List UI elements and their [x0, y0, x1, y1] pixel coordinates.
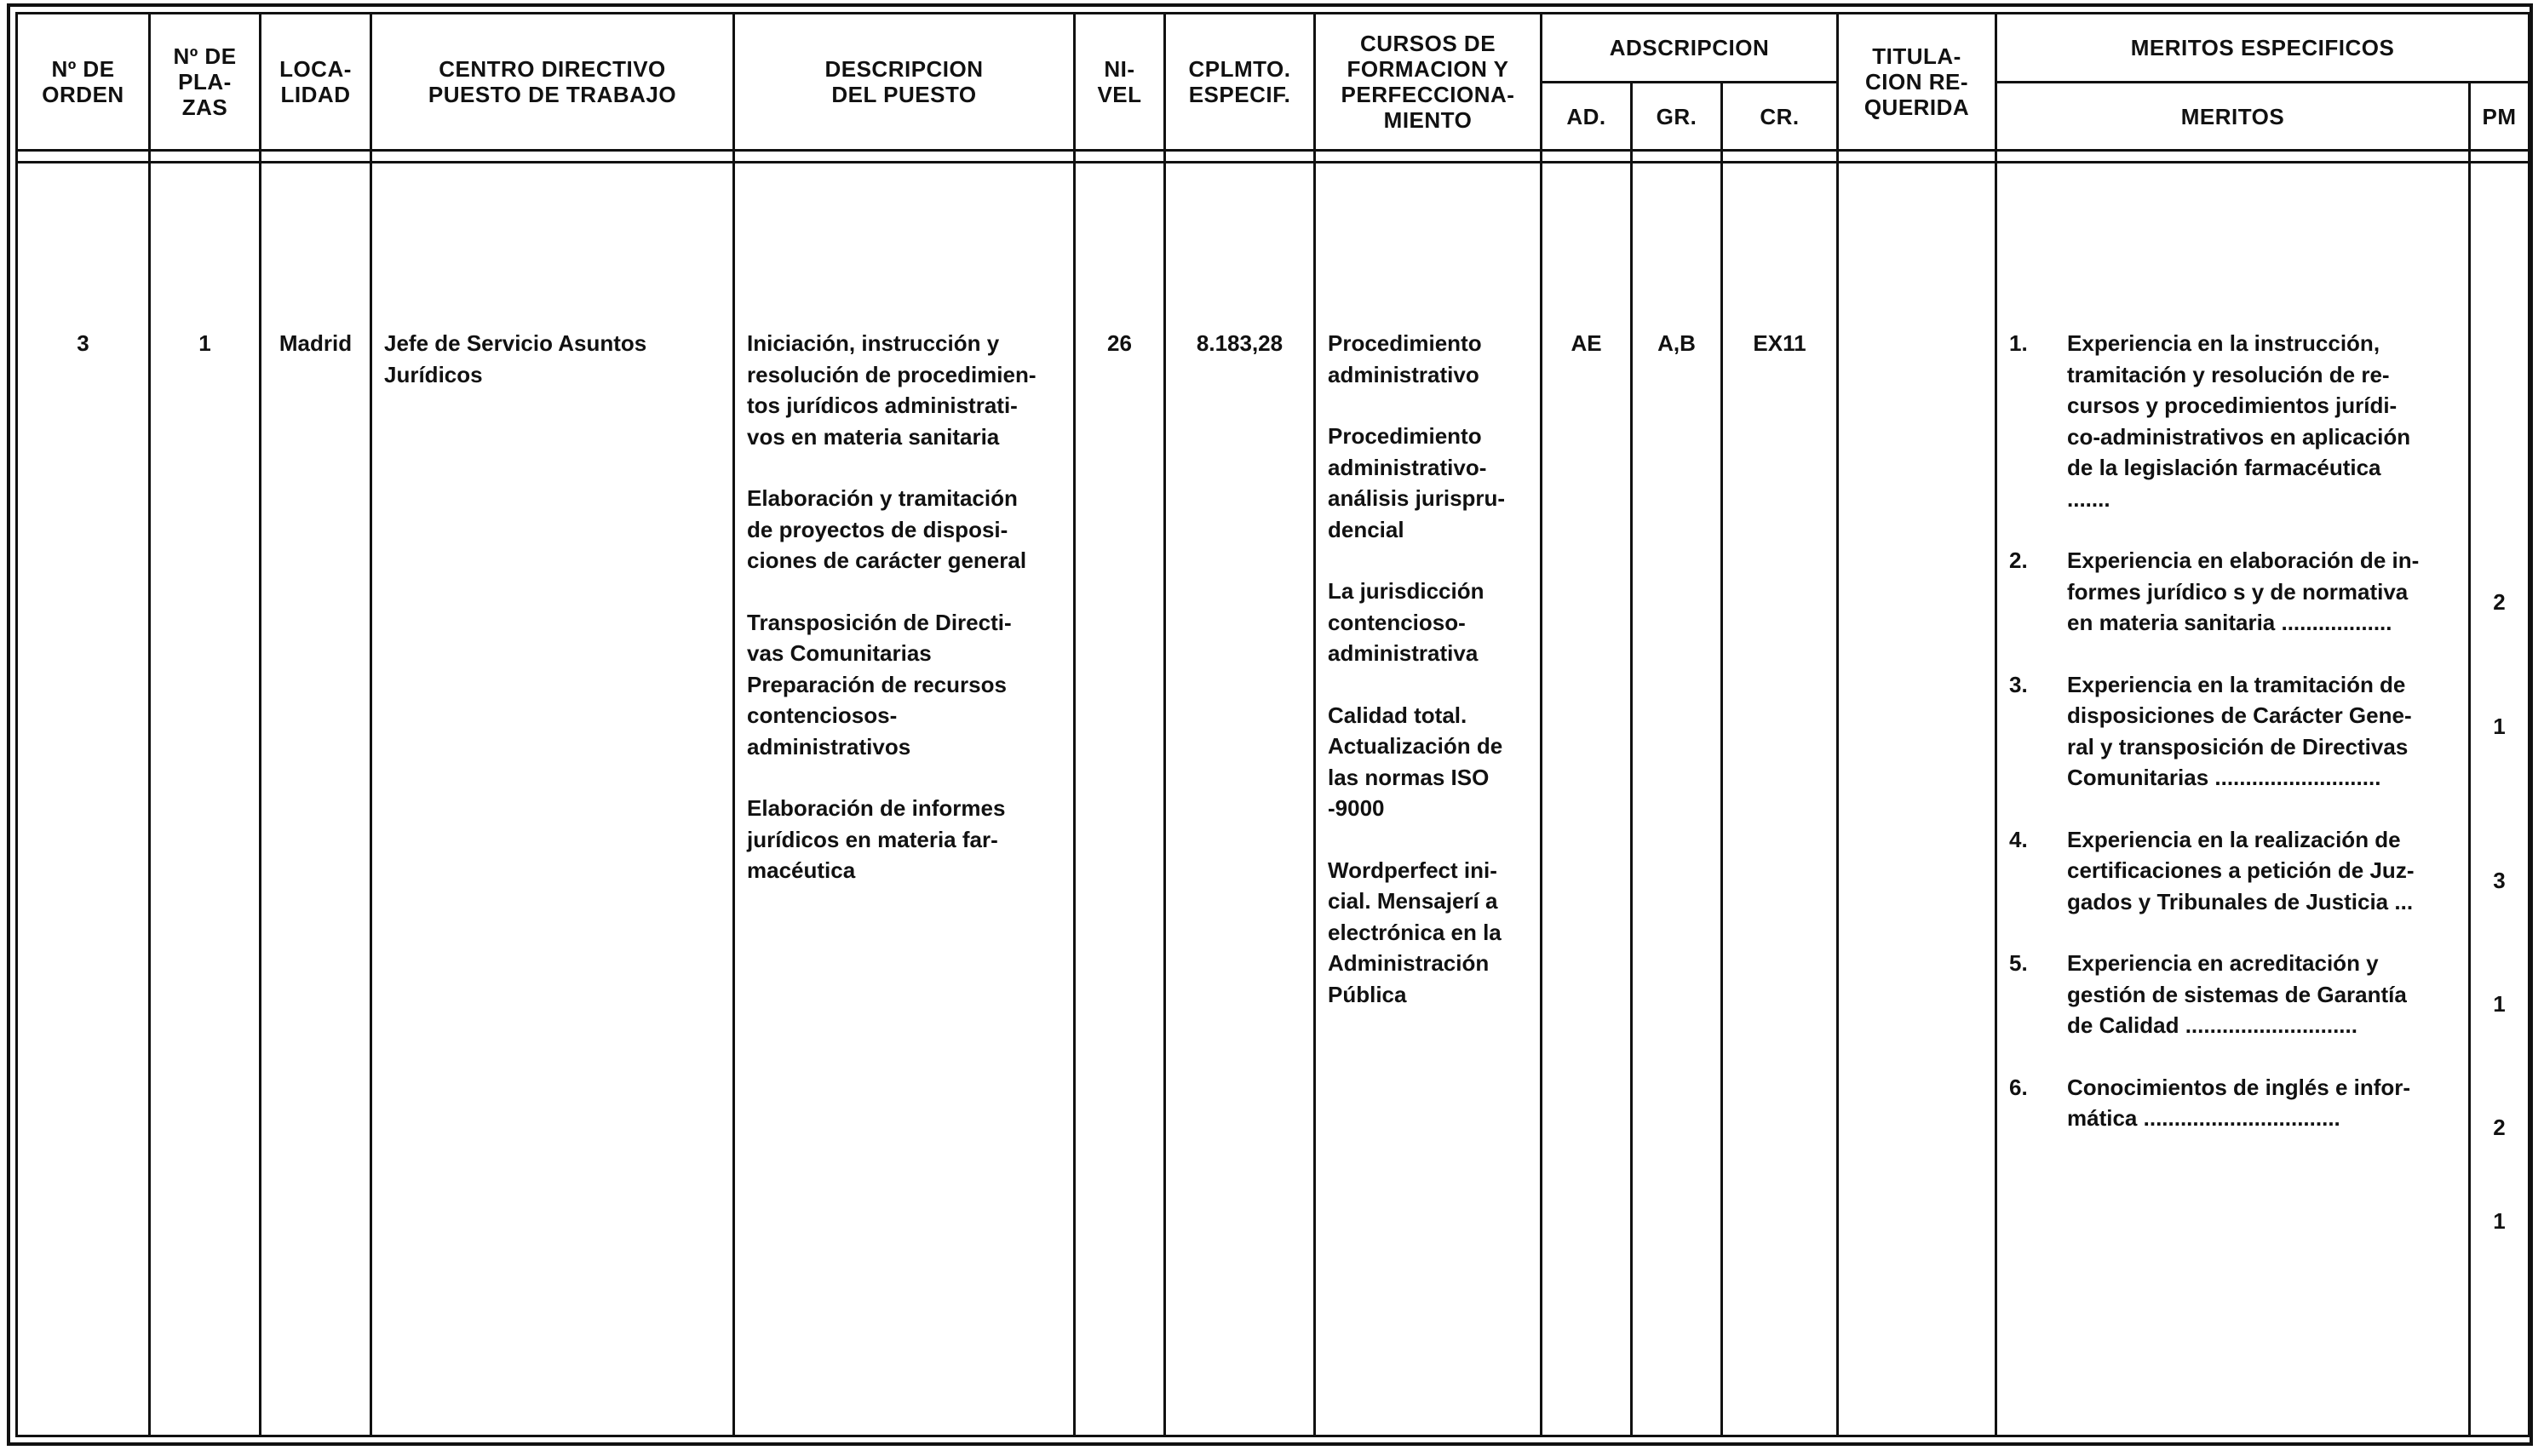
- merit-pm: 3: [2493, 868, 2506, 893]
- merit-text: Experiencia en acreditación y gestión de sistemas de Garantía de Calidad ............................: [2067, 950, 2407, 1038]
- cell-orden: 3: [17, 163, 150, 1436]
- descripcion-item: Elaboración y tramitación de proyectos de disposi- ciones de carácter general: [747, 485, 1027, 573]
- cell-nivel: 26: [1075, 163, 1165, 1436]
- merit-pm: 1: [2493, 991, 2506, 1017]
- cell-ad: AE: [1542, 163, 1632, 1436]
- cell-cursos: [1315, 163, 1542, 1436]
- job-table: [15, 12, 2530, 1437]
- merit-item: [1997, 669, 2468, 794]
- merit-pm: 2: [2493, 1115, 2506, 1140]
- curso-item: La jurisdicción contencioso- administrativa: [1328, 578, 1484, 666]
- header-localidad: LOCA- LIDAD: [261, 14, 371, 151]
- merit-pm: 1: [2493, 714, 2506, 739]
- cell-centro: [371, 163, 734, 1436]
- header-complemento: CPLMTO. ESPECIF.: [1165, 14, 1315, 151]
- centro-text: Jefe de Servicio Asuntos Jurídicos: [384, 330, 647, 387]
- header-titulacion: TITULA- CION RE- QUERIDA: [1838, 14, 1996, 151]
- merit-number: 4.: [2009, 826, 2028, 852]
- merit-number: 1.: [2009, 330, 2028, 356]
- curso-item: Wordperfect ini- cial. Mensajerí a electrónica en la Administración Pública: [1328, 857, 1502, 1007]
- descripcion-item: Elaboración de informes jurídicos en materia far- macéutica: [747, 795, 1006, 883]
- header-ad: AD.: [1542, 83, 1632, 151]
- merit-pm: 2: [2493, 589, 2506, 615]
- merit-pm: 1: [2493, 1208, 2506, 1234]
- merit-text: Conocimientos de inglés e infor- mática ................................: [2067, 1074, 2411, 1131]
- merit-text: Experiencia en la realización de certificaciones a petición de Juz- gados y Tribunales de Justicia ...: [2067, 826, 2415, 914]
- merit-item: [1997, 328, 2468, 514]
- job-listing-sheet: [7, 3, 2533, 1446]
- merit-number: 2.: [2009, 547, 2028, 573]
- merit-item: [1997, 1072, 2468, 1134]
- header-meritos: MERITOS: [1996, 83, 2470, 151]
- merit-text: Experiencia en elaboración de in- formes jurídico s y de normativa en materia sanitaria ..................: [2067, 547, 2420, 635]
- merit-number: 6.: [2009, 1074, 2028, 1100]
- cell-cr: EX11: [1722, 163, 1838, 1436]
- curso-item: Procedimiento administrativo: [1328, 330, 1482, 387]
- merit-number: 5.: [2009, 950, 2028, 976]
- header-adscripcion: ADSCRIPCION: [1542, 14, 1838, 83]
- header-gr: GR.: [1632, 83, 1722, 151]
- curso-item: Calidad total. Actualización de las normas ISO -9000: [1328, 702, 1503, 821]
- cell-localidad: Madrid: [261, 163, 371, 1436]
- header-plazas: Nº DE PLA- ZAS: [150, 14, 261, 151]
- header-cr: CR.: [1722, 83, 1838, 151]
- cell-plazas: 1: [150, 163, 261, 1436]
- descripcion-item: Iniciación, instrucción y resolución de procedimien- tos jurídicos administrati- vos en materia sanitaria: [747, 330, 1037, 450]
- cell-titulacion: [1838, 163, 1996, 1436]
- header-orden: Nº DE ORDEN: [17, 14, 150, 151]
- merit-text: Experiencia en la tramitación de disposiciones de Carácter Gene- ral y transposición de Directivas Comunitarias ...........................: [2067, 671, 2412, 790]
- header-centro: CENTRO DIRECTIVO PUESTO DE TRABAJO: [371, 14, 734, 151]
- table-row: [17, 163, 2530, 1436]
- cell-complemento: 8.183,28: [1165, 163, 1315, 1436]
- header-spacer: [17, 151, 2530, 163]
- merit-number: 3.: [2009, 671, 2028, 697]
- merit-item: [1997, 824, 2468, 918]
- header-nivel: NI- VEL: [1075, 14, 1165, 151]
- cell-descripcion: [734, 163, 1075, 1436]
- merit-item: [1997, 545, 2468, 639]
- header-descripcion: DESCRIPCION DEL PUESTO: [734, 14, 1075, 151]
- header-cursos: CURSOS DE FORMACION Y PERFECCIONA- MIENTO: [1315, 14, 1542, 151]
- cell-meritos: [1996, 163, 2470, 1436]
- header-pm: PM: [2470, 83, 2530, 151]
- descripcion-item: Transposición de Directi- vas Comunitarias Preparación de recursos contenciosos- administrativos: [747, 609, 1012, 760]
- cell-pm: [2470, 163, 2530, 1436]
- header-row-top: [17, 14, 2530, 83]
- cell-gr: A,B: [1632, 163, 1722, 1436]
- merit-text: Experiencia en la instrucción, tramitación y resolución de re- cursos y procedimientos jurídi- co-administrativos en aplicación de la legislación farmacéutica .......: [2067, 330, 2411, 512]
- curso-item: Procedimiento administrativo- análisis jurispru- dencial: [1328, 423, 1506, 542]
- header-meritos-especificos: MERITOS ESPECIFICOS: [1996, 14, 2530, 83]
- merit-item: [1997, 948, 2468, 1041]
